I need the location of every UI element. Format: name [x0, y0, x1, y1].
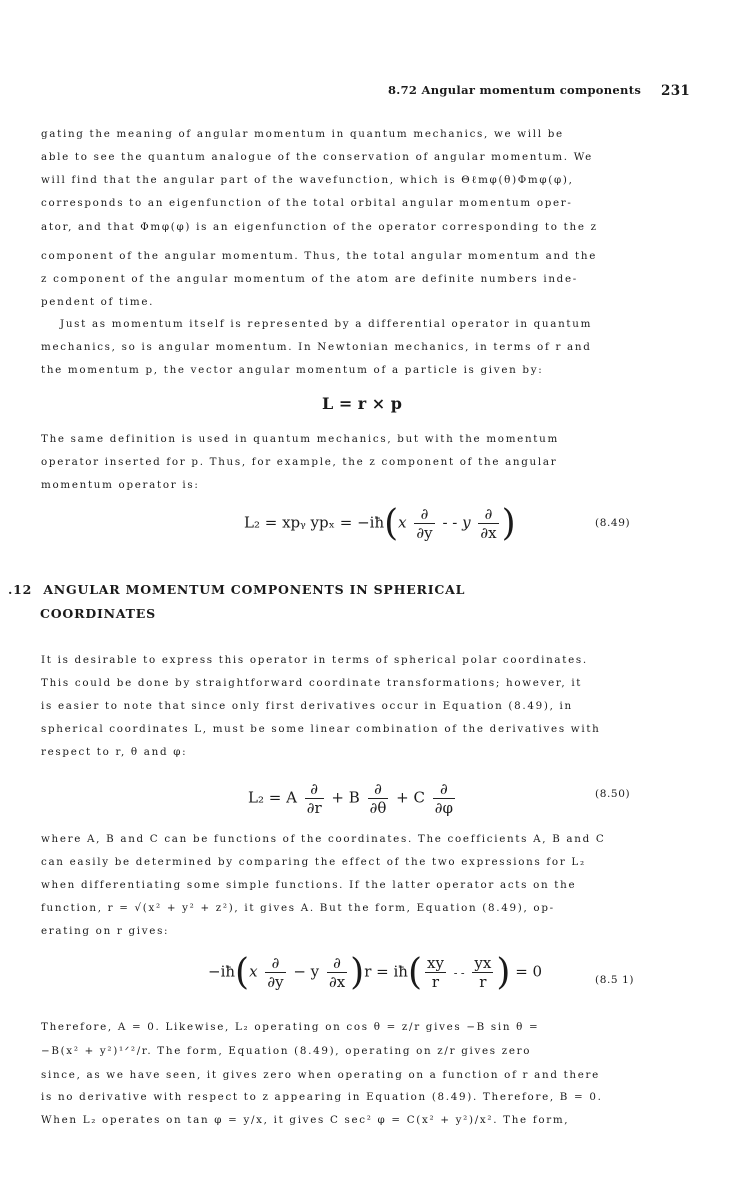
text-line: the momentum p, the vector angular momentum of a particle is given by: — [41, 364, 544, 376]
fraction: $\frac{\partial}{\partial r}$ — [306, 780, 322, 817]
eq-851-minus-y: − y — [293, 962, 320, 981]
text-line: This could be done by straightforward coordinate transformations; however, it — [41, 677, 583, 689]
fraction: $\frac{\partial}{\partial y}$ — [416, 505, 433, 542]
text-line: is easier to note that since only first derivatives occur in Equation (8.49), in — [41, 700, 573, 712]
fraction: $\frac{\partial}{\partial x}$ — [328, 954, 346, 991]
running-header-title: 8.72 Angular momentum components — [388, 83, 642, 97]
text-line: gating the meaning of angular momentum in quantum mechanics, we will be — [41, 128, 564, 140]
eq-849-x: x — [398, 513, 407, 532]
text-line: mechanics, so is angular momentum. In Newtonian mechanics, in terms of r and — [41, 341, 592, 353]
eq-850-lhs: L₂ = A — [248, 788, 297, 807]
fraction: $\frac{\partial}{\partial x}$ — [480, 505, 497, 542]
text-line: can easily be determined by comparing the effect of the two expressions for L₂ — [41, 856, 586, 868]
text-line: since, as we have seen, it gives zero when operating on a function of r and there — [41, 1069, 600, 1081]
text-line: where A, B and C can be functions of the coordinates. The coefficients A, B and C — [41, 833, 606, 845]
eq-849-y: y — [462, 513, 471, 532]
text-line: function, r = √(x² + y² + z²), it gives A. But the form, Equation (8.49), op- — [41, 902, 555, 914]
text-line: component of the angular momentum. Thus, the total angular momentum and the — [41, 250, 598, 262]
eq-851-dash: - - — [453, 966, 465, 980]
eq-849-lhs: L₂ = xpᵧ ypₓ = −iħ — [244, 513, 385, 532]
eq-851-eq-zero: = 0 — [515, 962, 543, 981]
text-line: will find that the angular part of the wavefunction, which is Θℓmφ(θ)Φmφ(φ), — [41, 174, 574, 186]
text-line: respect to r, θ and φ: — [41, 746, 188, 758]
text-line: is no derivative with respect to z appearing in Equation (8.49). Therefore, B = 0. — [41, 1091, 603, 1103]
section-number: .12 — [8, 582, 33, 597]
section-title-line2: COORDINATES — [40, 606, 156, 621]
eq-850-plus-b: + B — [331, 788, 360, 807]
equation-angular-momentum-vector: L = r × p — [322, 394, 402, 413]
page-number: 231 — [661, 83, 691, 99]
equation-8-50 — [248, 780, 458, 817]
equation-8-51: −iħ(x $\frac{\partial}{\partial y}$ − y $\frac{\partial}{\partial x}$ )r = iħ( $\frac{xy}{r}$ - - $\frac{yx}{r}$ ) = 0 — [208, 952, 543, 993]
fraction: $\frac{yx}{r}$ — [474, 954, 492, 991]
text-line: able to see the quantum analogue of the conservation of angular momentum. We — [41, 151, 593, 163]
eq-850-plus-c: + C — [396, 788, 425, 807]
text-line: momentum operator is: — [41, 479, 200, 491]
equation-number: (8.5 1) — [595, 974, 635, 986]
text-line: corresponds to an eigenfunction of the total orbital angular momentum oper- — [41, 197, 573, 209]
text-line: erating on r gives: — [41, 925, 170, 937]
equation-number: (8.50) — [595, 788, 631, 800]
text-line: spherical coordinates L, must be some linear combination of the derivatives with — [41, 723, 601, 735]
text-line: When L₂ operates on tan φ = y/x, it gives C sec² φ = C(x² + y²)/x². The form, — [41, 1114, 570, 1126]
text-line: when differentiating some simple functions. If the latter operator acts on the — [41, 879, 577, 891]
equation-8-49: L₂ = xpᵧ ypₓ = −iħ(x $\frac{\partial}{\partial y}$ - - y $\frac{\partial}{\partial x}$ ) — [244, 503, 516, 544]
text-line: Just as momentum itself is represented by a differential operator in quantum — [60, 318, 593, 330]
text-line: Therefore, A = 0. Likewise, L₂ operating on cos θ = z/r gives −B sin θ = — [41, 1021, 540, 1033]
section-heading — [8, 582, 465, 597]
fraction: $\frac{\partial}{\partial\varphi}$ — [434, 780, 454, 817]
eq-851-lhs: −iħ — [208, 962, 236, 981]
section-title: ANGULAR MOMENTUM COMPONENTS IN SPHERICAL — [43, 582, 466, 597]
fraction: $\frac{\partial}{\partial\theta}$ — [369, 780, 387, 817]
equation-number: (8.49) — [595, 517, 631, 529]
text-line: −B(x² + y²)¹ᐟ²/r. The form, Equation (8.49), operating on z/r gives zero — [41, 1045, 532, 1057]
eq-849-mid: - - — [442, 513, 458, 532]
eq-851-r-eq: r = iħ — [364, 962, 408, 981]
text-line: pendent of time. — [41, 296, 155, 308]
text-line: ator, and that Φmφ(φ) is an eigenfunction of the operator corresponding to the z — [41, 221, 598, 233]
fraction: $\frac{\partial}{\partial y}$ — [267, 954, 284, 991]
text-line: The same definition is used in quantum mechanics, but with the momentum — [41, 433, 559, 445]
text-line: operator inserted for p. Thus, for example, the z component of the angular — [41, 456, 558, 468]
fraction: $\frac{xy}{r}$ — [426, 954, 444, 991]
text-line: z component of the angular momentum of the atom are definite numbers inde- — [41, 273, 578, 285]
text-line: It is desirable to express this operator in terms of spherical polar coordinates. — [41, 654, 588, 666]
